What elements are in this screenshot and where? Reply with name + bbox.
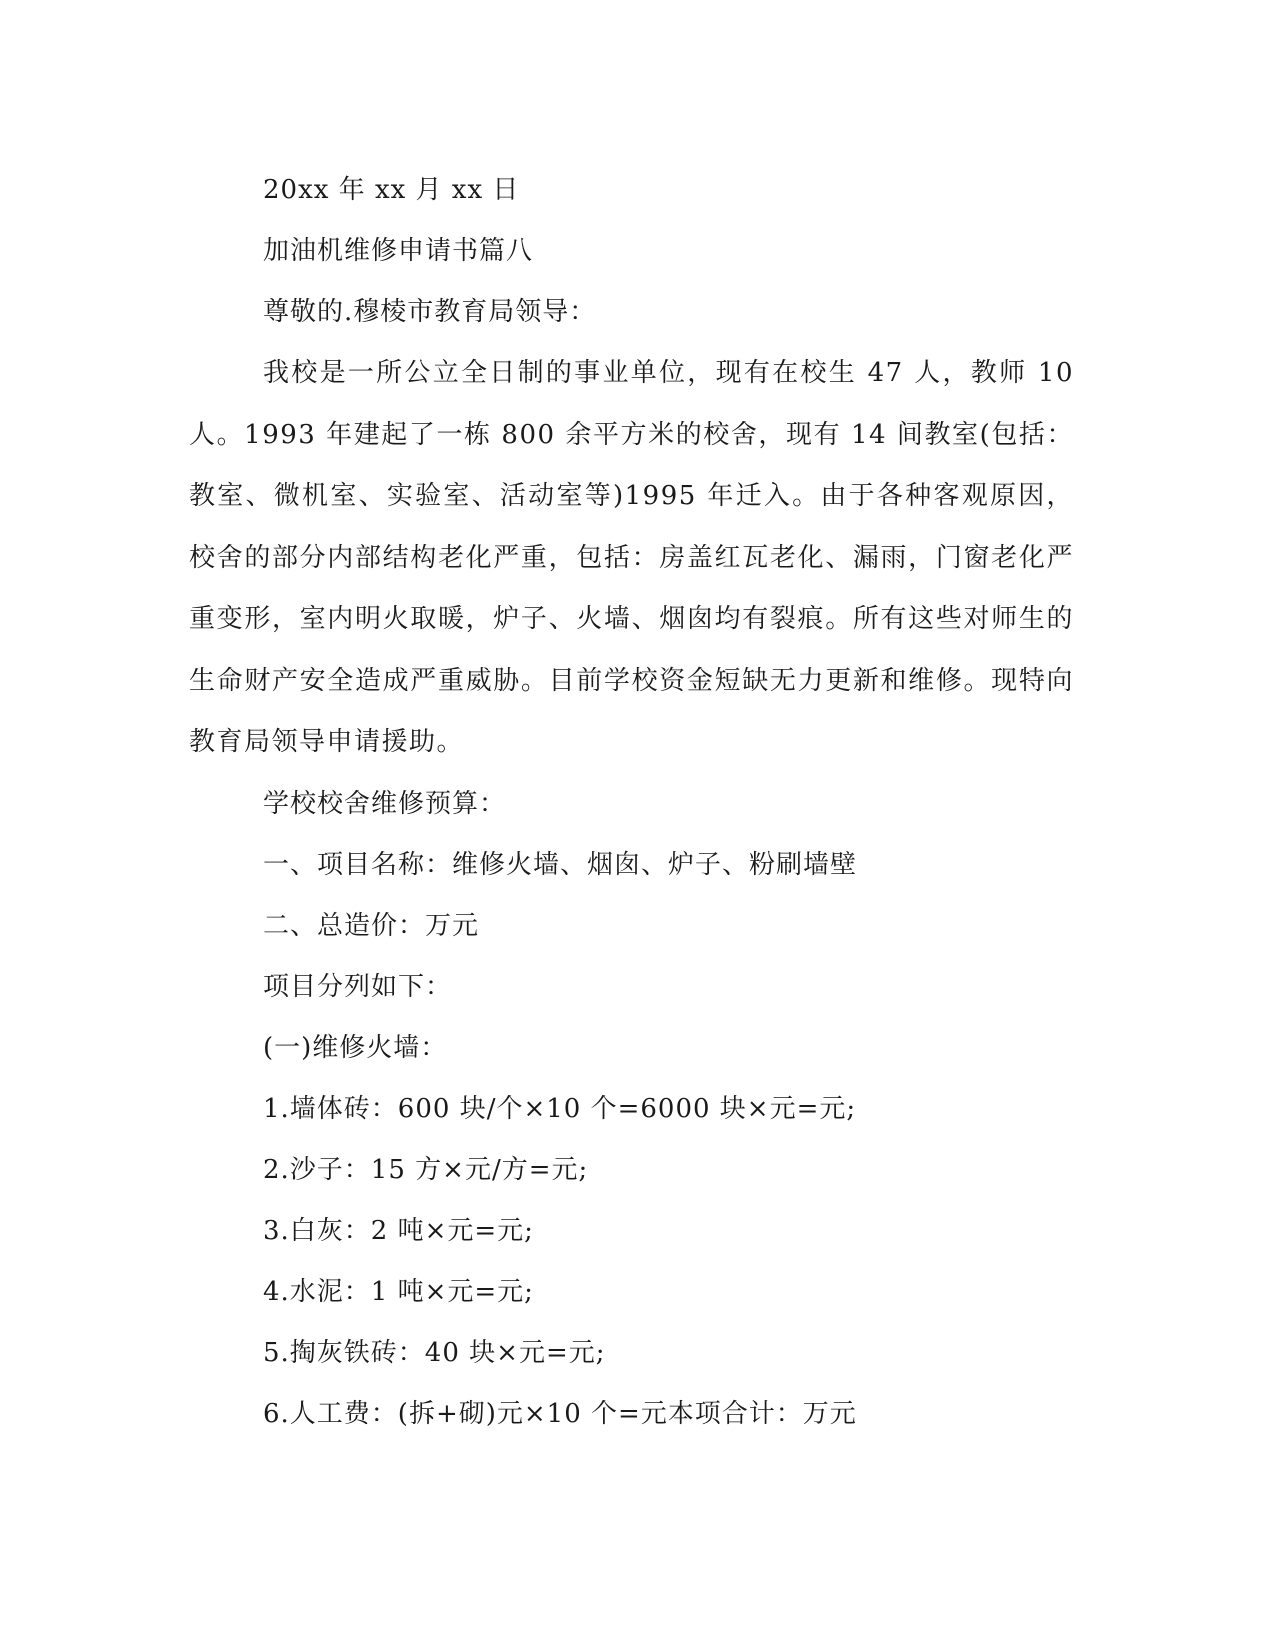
budget-item: 1.墙体砖：600 块/个×10 个=6000 块×元=元; — [263, 1093, 857, 1124]
subsection-heading: (一)维修火墙： — [263, 1032, 448, 1063]
budget-item: 2.沙子：15 方×元/方=元; — [263, 1154, 589, 1185]
budget-heading: 学校校舍维修预算： — [263, 788, 507, 819]
budget-item: 5.掏灰铁砖：40 块×元=元; — [263, 1337, 606, 1368]
items-intro: 项目分列如下： — [263, 971, 453, 1002]
budget-item: 6.人工费：(拆+砌)元×10 个=元本项合计：万元 — [263, 1398, 857, 1429]
salutation: 尊敬的.穆棱市教育局领导： — [263, 297, 597, 327]
document-body — [189, 160, 1074, 1445]
budget-item: 3.白灰：2 吨×元=元; — [263, 1215, 534, 1246]
body-paragraph: 我校是一所公立全日制的事业单位，现有在校生 47 人，教师 10 人。1993 年建起了一栋 800 余平方米的校舍，现有 14 间教室(包括：教室、微机室、实验室、活动室等)1995 年迁入。由于各种客观原因，校舍的部分内部结构老化严重，包括：房盖红瓦老化、漏雨，门窗老化严重变形，室内明火取暖，炉子、火墙、烟囱均有裂痕。所有这些对师生的生命财产安全造成严重威胁。目前学校资金短缺无力更新和维修。现特向教育局领导申请援助。 — [189, 358, 1074, 757]
project-name: 一、项目名称：维修火墙、烟囱、炉子、粉刷墙壁 — [263, 849, 858, 880]
budget-item: 4.水泥：1 吨×元=元; — [263, 1276, 534, 1307]
total-cost: 二、总造价：万元 — [263, 910, 480, 941]
section-title: 加油机维修申请书篇八 — [263, 236, 534, 266]
date-line: 20xx 年 xx 月 xx 日 — [263, 175, 520, 205]
